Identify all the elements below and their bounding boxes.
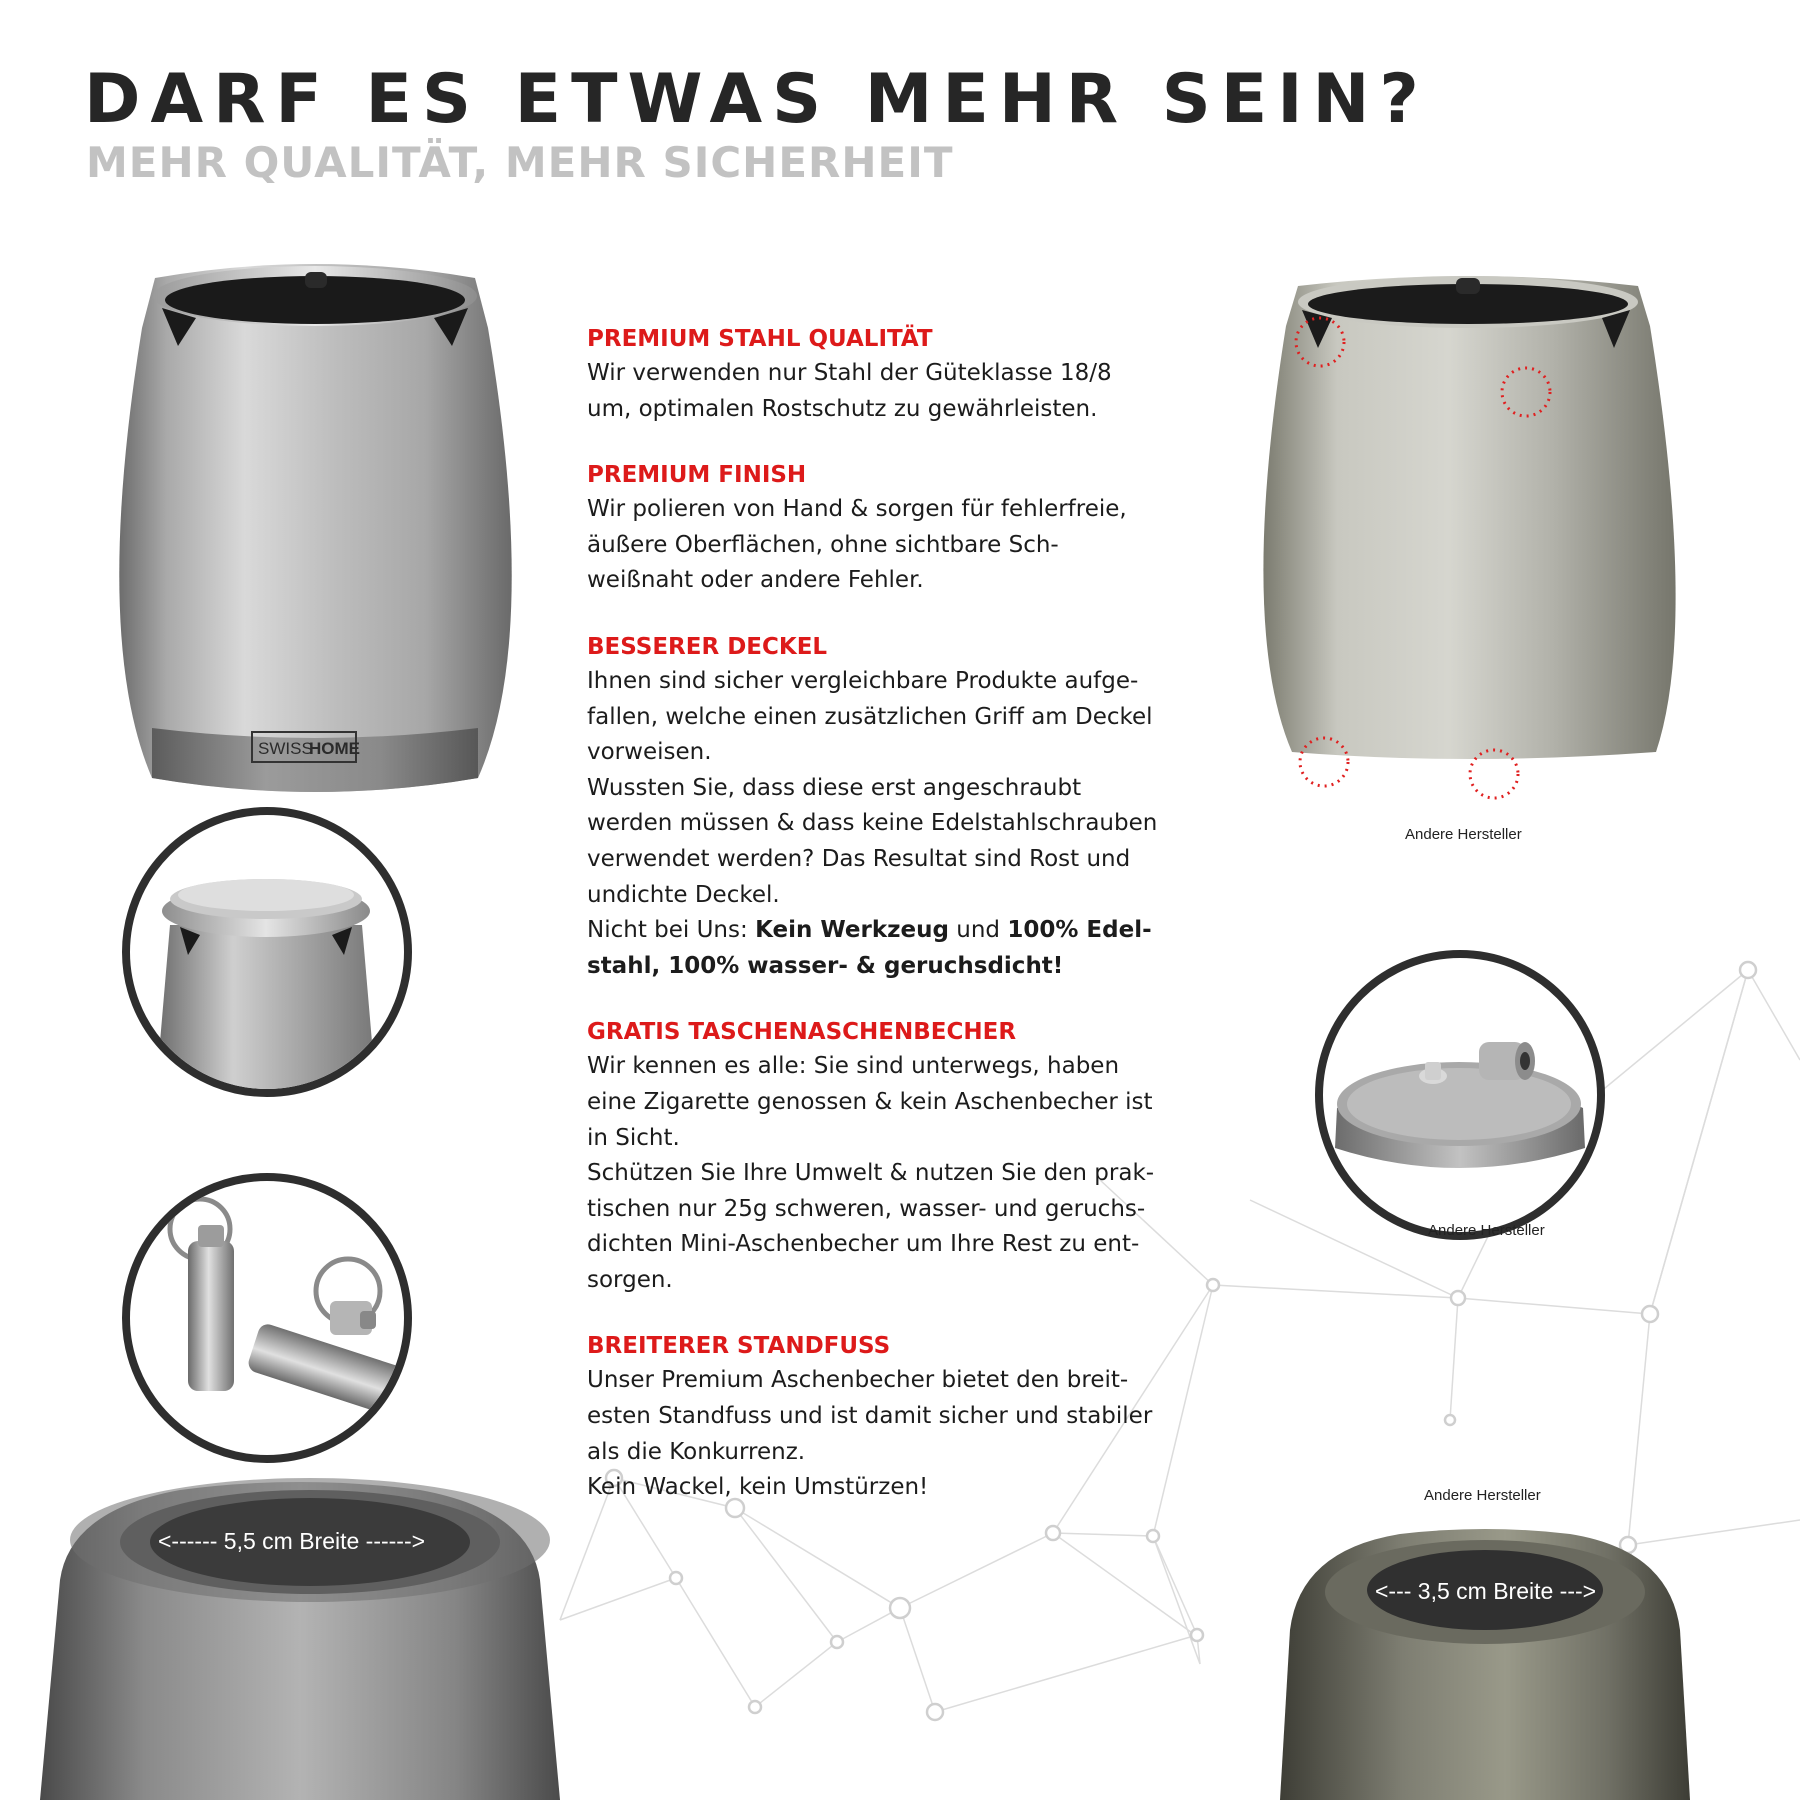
section-title: PREMIUM FINISH bbox=[587, 462, 807, 489]
section-line: undichte Deckel. bbox=[587, 881, 780, 908]
section-line: verwendet werden? Das Resultat sind Rost und bbox=[587, 845, 1131, 872]
competitor-base-width-label: <--- 3,5 cm Breite ---> bbox=[1375, 1578, 1597, 1604]
rich-bold-tool: Kein Werkzeug bbox=[755, 917, 949, 944]
section-line: Kein Wackel, kein Umstürzen! bbox=[587, 1474, 929, 1501]
competitor-base-image bbox=[1250, 1520, 1720, 1800]
product-base-width-label: <------ 5,5 cm Breite ------> bbox=[158, 1528, 426, 1554]
rich-prefix: Nicht bei Uns: bbox=[587, 917, 756, 944]
section-title: GRATIS TASCHENASCHENBECHER bbox=[587, 1019, 1017, 1046]
pocket-ashtray-image bbox=[130, 1181, 404, 1455]
product-ashtray-image bbox=[100, 258, 530, 798]
product-base-image bbox=[20, 1470, 580, 1800]
features-text bbox=[587, 322, 1237, 1537]
brand-swiss: SWISS bbox=[258, 739, 313, 758]
competitor-ashtray-image bbox=[1258, 266, 1678, 806]
section-line: Wir kennen es alle: Sie sind unterwegs, haben bbox=[587, 1053, 1120, 1080]
page-subtitle: MEHR QUALITÄT, MEHR SICHERHEIT bbox=[86, 138, 954, 187]
section-premium-finish bbox=[587, 458, 1237, 599]
section-line: Unser Premium Aschenbecher bietet den breit- bbox=[587, 1367, 1129, 1394]
section-line: eine Zigarette genossen & kein Aschenbecher ist bbox=[587, 1088, 1153, 1115]
section-line: Wir polieren von Hand & sorgen für fehlerfreie, bbox=[587, 496, 1127, 523]
section-wider-base bbox=[587, 1329, 1237, 1505]
page-title: DARF ES ETWAS MEHR SEIN? bbox=[84, 60, 1429, 139]
section-premium-steel bbox=[587, 322, 1237, 427]
section-line: Wir verwenden nur Stahl der Güteklasse 18/8 bbox=[587, 360, 1112, 386]
brand-home: HOME bbox=[309, 739, 360, 758]
rich-mid: und bbox=[948, 917, 1008, 944]
section-line: um, optimalen Rostschutz zu gewährleisten. bbox=[587, 395, 1098, 422]
section-line: dichten Mini-Aschenbecher um Ihre Rest zu ent- bbox=[587, 1231, 1140, 1258]
pocket-ashtray-circle bbox=[122, 1173, 412, 1463]
section-pocket-ashtray bbox=[587, 1015, 1237, 1298]
section-better-lid bbox=[587, 630, 1237, 984]
competitor-lid-circle bbox=[1315, 950, 1605, 1240]
section-line: weißnaht oder andere Fehler. bbox=[587, 567, 924, 594]
section-title: BESSERER DECKEL bbox=[587, 633, 828, 660]
rich-bold-tight: stahl, 100% wasser- & geruchsdicht! bbox=[587, 952, 1064, 979]
section-line: esten Standfuss und ist damit sicher und stabiler bbox=[587, 1403, 1153, 1430]
section-line: Ihnen sind sicher vergleichbare Produkte aufge- bbox=[587, 667, 1139, 694]
rich-bold-steel: 100% Edel- bbox=[1007, 917, 1152, 944]
section-line: vorweisen. bbox=[587, 739, 712, 766]
competitor-caption-base: Andere Hersteller bbox=[1424, 1487, 1541, 1504]
lid-closeup-image bbox=[130, 815, 404, 1089]
section-line-bold bbox=[587, 949, 1237, 985]
section-line: sorgen. bbox=[587, 1266, 673, 1293]
section-line: in Sicht. bbox=[587, 1124, 680, 1151]
section-title: PREMIUM STAHL QUALITÄT bbox=[587, 326, 933, 352]
competitor-caption-lid: Andere Hersteller bbox=[1428, 1222, 1545, 1239]
section-line: tischen nur 25g schweren, wasser- und geruchs- bbox=[587, 1195, 1146, 1222]
section-line: werden müssen & dass keine Edelstahlschrauben bbox=[587, 810, 1158, 837]
section-line: fallen, welche einen zusätzlichen Griff am Deckel bbox=[587, 703, 1153, 730]
competitor-caption-top: Andere Hersteller bbox=[1405, 826, 1522, 843]
section-line: äußere Oberflächen, ohne sichtbare Sch- bbox=[587, 531, 1059, 558]
section-title: BREITERER STANDFUSS bbox=[587, 1333, 891, 1360]
lid-closeup-circle bbox=[122, 807, 412, 1097]
section-line: Wussten Sie, dass diese erst angeschraubt bbox=[587, 774, 1082, 801]
competitor-lid-image bbox=[1323, 958, 1597, 1232]
section-line: Schützen Sie Ihre Umwelt & nutzen Sie den prak- bbox=[587, 1160, 1155, 1187]
section-line-rich bbox=[587, 913, 1237, 949]
section-line: als die Konkurrenz. bbox=[587, 1438, 806, 1465]
